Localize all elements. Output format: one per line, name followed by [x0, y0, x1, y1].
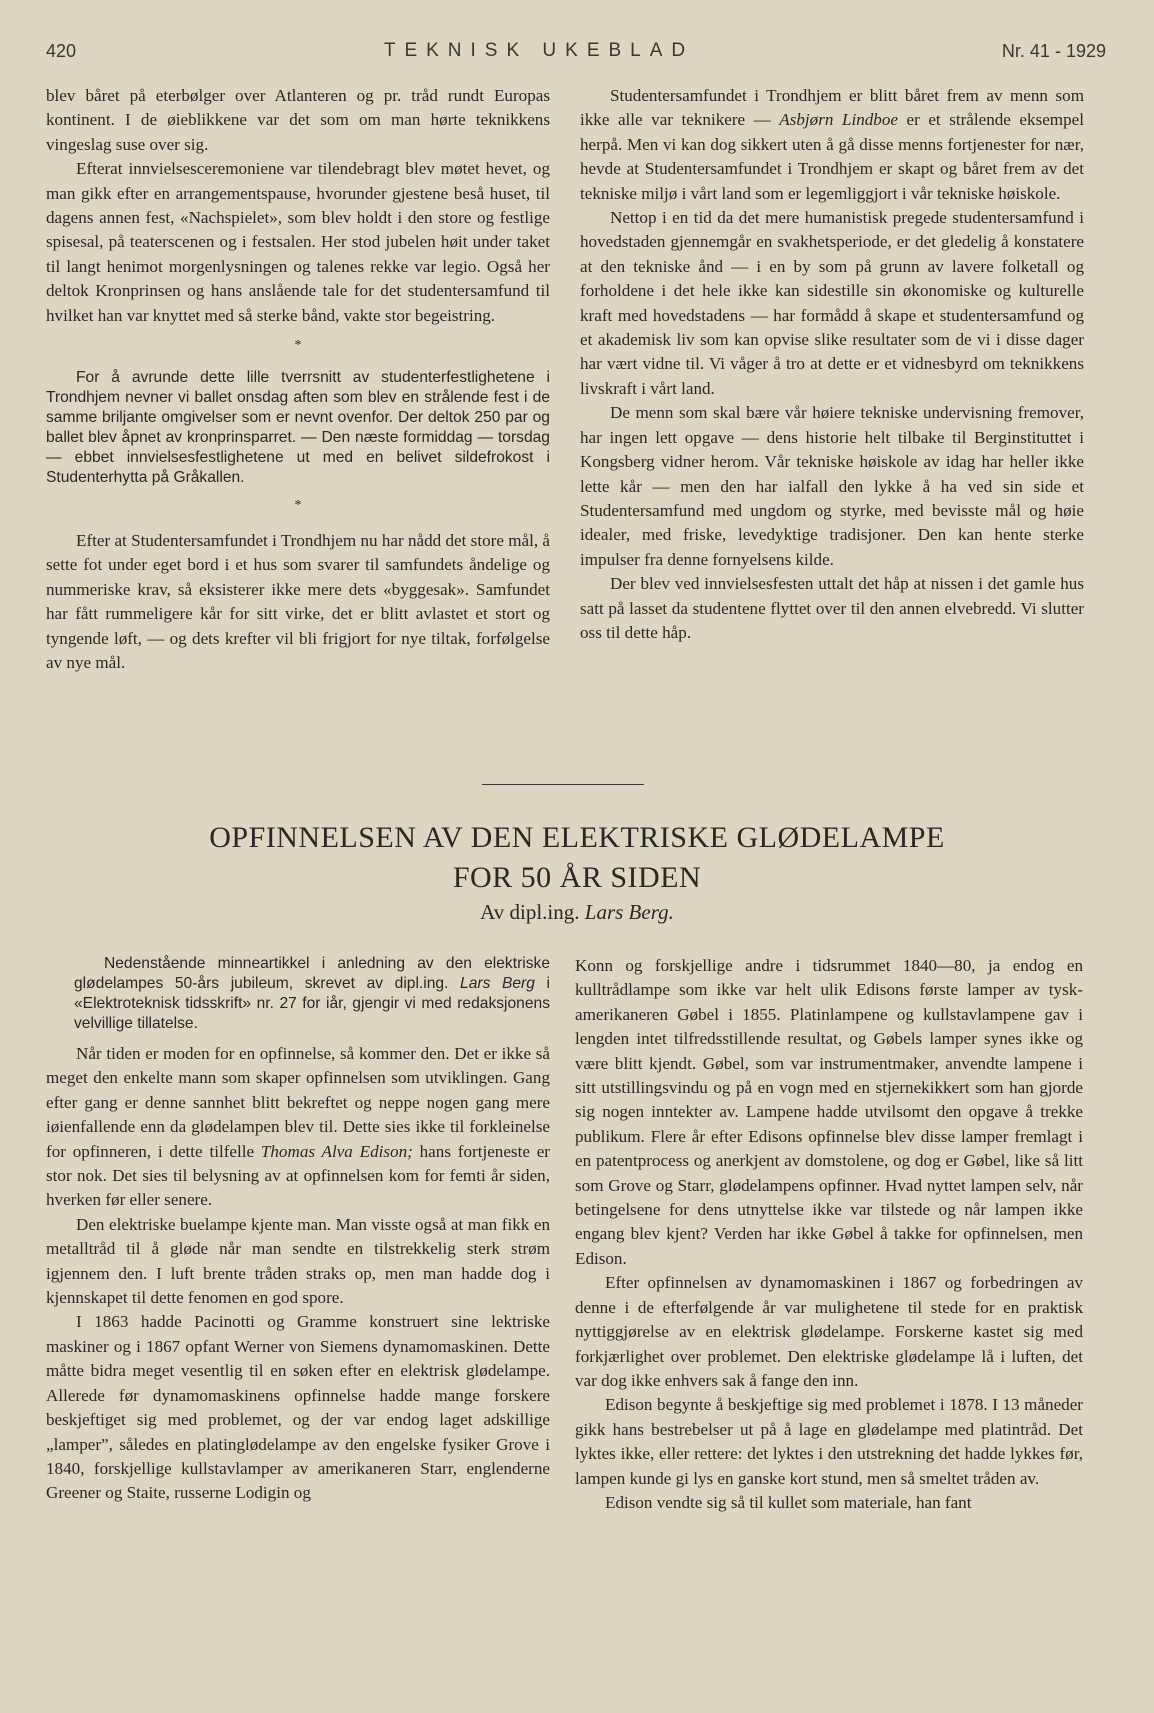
paragraph: Studentersamfundet i Trondhjem er blitt båret frem av menn som ikke alle var teknikere — Asbjørn Lindboe er et strålende eksempel herpå. Men vi kan dog sikkert uten å gå disse menns fortjenester for nær, hevde at Studentersamfundet i Trondhjem er skapt og båret frem av det tekniske miljø i vårt land som er legemliggjort i vår tekniske høiskole. [580, 86, 1084, 203]
paragraph: Når tiden er moden for en opfinnelse, så kommer den. Det er ikke så meget den enkelte mann som skaper opfinnelsen som utviklingen. Gang efter gang er denne sannhet blitt bekreftet og neppe nogen gang mere iøienfallende enn da glødelampen blev til. Dette sies ikke til forkleinelse for opfinneren, i dette tilfelle Thomas Alva Edison; hans fortjeneste er stor nok. Det sies til belysning av at opfinnelsen kom for femti år siden, hverken før eller senere. [46, 1044, 550, 1210]
page-header [46, 38, 1106, 64]
person-name: Thomas Alva Edison; [260, 1141, 413, 1161]
paragraph: Edison vendte sig så til kullet som materiale, han fant [605, 1492, 972, 1512]
journal-title: TEKNISK UKEBLAD [383, 40, 695, 61]
paragraph: Nettop i en tid da det mere humanistisk pregede studentersamfund i hovedstaden gjennemgår en svakhetsperiode, er det gledelig å konstatere at den tekniske ånd — i en by som på grunn av lavere folketall og forholdene i det hele ikke kan sidestille sin økonomiske og kulturelle kraft med hovedstadens — har formådd å skape et studentersamfund og et akademisk liv som kan opvise slike resultater som de vi i disse dager har vært vidne til. Vi våger å tro at dette er et vidnesbyrd om teknikkens livskraft i vårt land. [580, 208, 1084, 398]
article-byline: Av dipl.ing. Lars Berg. [480, 900, 674, 924]
author-name: Lars Berg. [584, 900, 674, 924]
person-name: Lars Berg [460, 975, 535, 992]
paragraph: Efter at Studentersamfundet i Trondhjem nu har nådd det store mål, å sette fot under eget bord i et hus som svarer til samfundets åndelige og nummeriske krav, så eksisterer ikke mere dets «byggesak». Samfundet har fått rummeligere kår for sitt virke, det er blitt avlastet et stort og tyngende løft, — og dets krefter vil bli frigjort for nye tiltak, forfølgelse av nye mål. [46, 530, 550, 672]
article-intro: Nedenstående minneartikkel i anledning av den elektriske glødelampes 50-års jubileum, skrevet av dipl.ing. Lars Berg i «Elektroteknisk tidsskrift» nr. 27 for iår, gjengir vi med redaksjonens velvillige tillatelse. [74, 955, 550, 1032]
paragraph: Efterat innvielsesceremoniene var tilendebragt blev møtet hevet, og man gikk efter en arrangementspause, hvorunder gjestene beså huset, til dagens annen fest, «Nachspielet», som blev holdt i den store og festlige spisesal, på teaterscenen og i festsalen. Her stod jubelen høit under taket til langt henimot morgenlysningen og talenes rekke var legio. Også her deltok Kronprinsen og hans anslående tale for det studentersamfund til hvilket han var knyttet med så sterke bånd, vakte stor begeistring. [46, 159, 550, 325]
section-separator: * [294, 338, 302, 354]
page-number: 420 [46, 40, 77, 61]
top-left-column [46, 84, 550, 675]
paragraph: blev båret på eterbølger over Atlanteren og pr. tråd rundt Europas kontinent. I de øieblikkene var det som om man hørte teknikkens vingeslag suse over sig. [46, 86, 550, 154]
paragraph: Konn og forskjellige andre i tidsrummet 1840—80, ja endog en kulltrådlampe som ikke var helt ulik Edisons første lamper av tysk-amerikaneren Gøbel i 1855. Platinlampene og kullstavlampene gav i lengden intet tilfredsstillende resultat, og Gøbels lamper synes ikke og være blitt kjendt. Gøbel, som var instrumentmaker, anvendte lampene i sitt utstillingsvindu og på en vogn med en stjernekikkert som han gjorde sig nogen inntekter av. Lampene hadde utvilsomt den opgave å trekke publikum. Flere år efter Edisons opfinnelse blev disse lamper fremlagt i en patentprocess og anerkjent av domstolene, og dog er Gøbel, like så litt som Grove og Starr, glødelampens opfinner. Hvad nyttet lampen selv, når betingelsene for dens utnyttelse ikke var tilstede og når lampen ikke engang blev kjent? Verden har ikke Gøbel å takke for opfinnelsen, men Edison. [575, 956, 1083, 1268]
paragraph: Edison begynte å beskjeftige sig med problemet i 1878. I 13 måneder gikk hans bestrebelser ut på å lage en glødelampe med platintråd. Det lyktes ikke, eller rettere: det lyktes i den utstrekning det hadde lykkes før, lampen kunde gi lys en ganske kort stund, men så smeltet tråden av. [575, 1395, 1083, 1488]
bottom-left-column [46, 954, 550, 1506]
person-name: Asbjørn Lindboe [779, 110, 898, 130]
paragraph: I 1863 hadde Pacinotti og Gramme konstruert sine lektriske maskiner og i 1867 opfant Werner von Siemens dynamomaskinen. Dette måtte bidra meget vesentlig til en søken efter en elektrisk glødelampe. Allerede før dynamomaskinens opfinnelse hadde mange forskere beskjeftiget sig med problemet, og der var endog laget adskillige „lamper”, således en platinglødelampe av den engelske fysiker Grove i 1840, forskjellige kullstavlamper av amerikaneren Starr, englenderne Greener og Staite, russerne Lodigin og [46, 1312, 550, 1503]
section-divider [482, 784, 644, 785]
article-title-line: FOR 50 ÅR SIDEN [452, 861, 702, 894]
article-title-line: OPFINNELSEN AV DEN ELEKTRISKE GLØDELAMPE [209, 821, 945, 854]
paragraph: Efter opfinnelsen av dynamomaskinen i 1867 og forbedringen av denne i de efterfølgende år var mulighetene til stede for en praktisk nyttiggjørelse av en elektrisk glødelampe. Forskerne kastet sig med forkjærlighet over problemet. Den elektriske glødelampe lå i luften, det var dog ikke enhvers sak å fange den inn. [575, 1273, 1083, 1390]
article-title [40, 818, 1114, 898]
paragraph: De menn som skal bære vår høiere tekniske undervisning fremover, har ingen lett opgave — dens historie helt tilbake til Berginstituttet i Kongsberg vidner herom. Vår tekniske høiskole av idag har heller ikke lette kår — men den har ialfall den lykke å ha ved sin side et Studentersamfund med ungdom og styrke, med bevisste mål og høie idealer, med friske, levedyktige tradisjoner. Den kan hente sterke impulser fra denne fornyelsens kilde. [580, 403, 1084, 569]
top-right-column [580, 84, 1084, 645]
paragraph: Der blev ved innvielsesfesten uttalt det håp at nissen i det gamle hus satt på lasset da studentene flyttet over til den annen elvebredd. Vi slutter oss til dette håp. [580, 574, 1084, 642]
bottom-right-column [575, 954, 1083, 1515]
section-separator: * [294, 498, 302, 514]
paragraph: For å avrunde dette lille tverrsnitt av studenterfestlighetene i Trondhjem nevner vi ballet onsdag aften som blev en strålende fest i de samme briljante omgivelser som er nevnt ovenfor. Der deltok 250 par og ballet blev åpnet av kronprinsparret. — Den næste formiddag — torsdag — ebbet innvielsesfestlighetene ut med en belivet sildefrokost i Studenterhytta på Gråkallen. [46, 369, 550, 487]
paragraph: Den elektriske buelampe kjente man. Man visste også at man fikk en metalltråd til å gløde når man sendte en tilstrekkelig sterk strøm igjennem den. I luft brente tråden straks op, men man hadde dog i kjennskapet til dette fenomen en god spore. [46, 1214, 550, 1308]
issue-number: Nr. 41 - 1929 [1001, 40, 1106, 61]
